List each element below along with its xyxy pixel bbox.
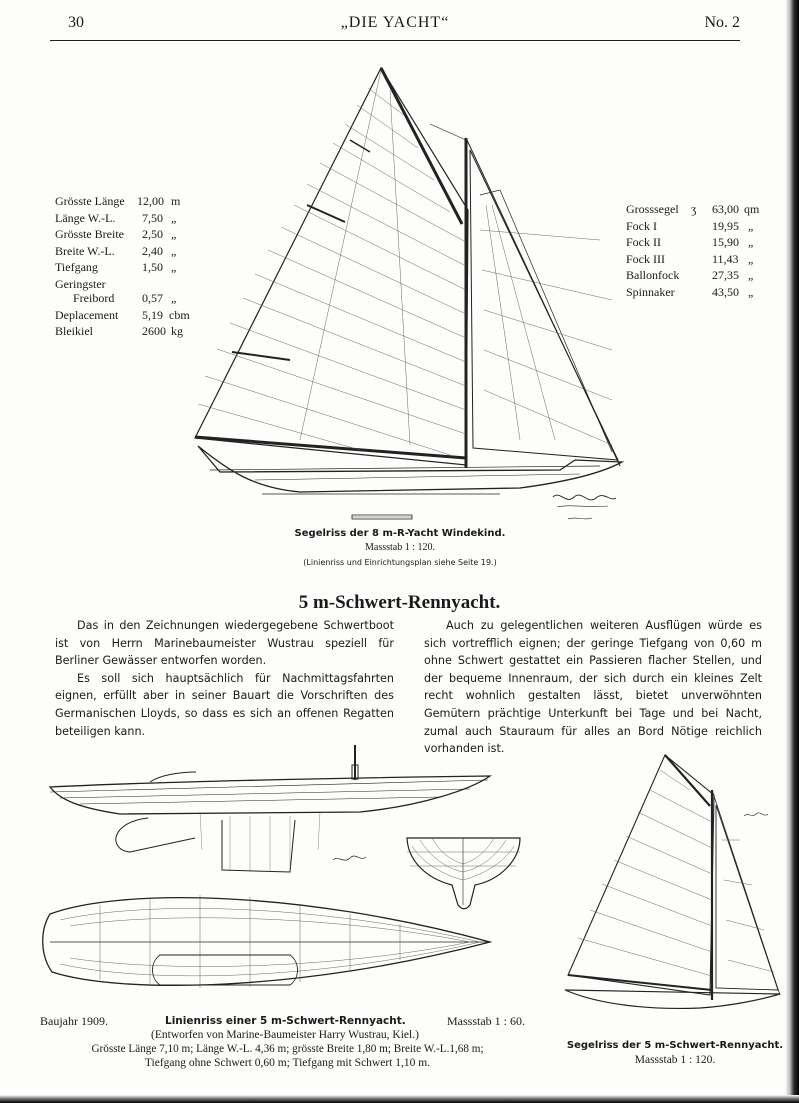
figure1-scale: Massstab 1 : 120.	[365, 542, 435, 553]
figure2-scale: Massstab 1 : 60.	[447, 1014, 525, 1028]
scan-edge-bottom	[0, 1095, 799, 1103]
spec-row: Breite W.-L. 2,40 „	[55, 243, 177, 258]
figure2-dimensions-1: Grösste Länge 7,10 m; Länge W.-L. 4,36 m; grösste Breite 1,80 m; Breite W.-L.1,68 m;	[91, 1043, 484, 1055]
sail-plan-5m-drawing	[565, 755, 780, 1008]
spec-row: Fock I 19,95 „	[626, 218, 754, 233]
figure1-note: (Linienriss und Einrichtungsplan siehe Seite 19.)	[303, 558, 497, 567]
spec-row: Bleikiel 2600 kg	[55, 324, 183, 338]
figure3-scale: Massstab 1 : 120.	[634, 1054, 716, 1066]
spec-row: Tiefgang 1,50 „	[55, 260, 177, 274]
spec-row: Länge W.-L. 7,50 „	[55, 210, 177, 225]
paragraph: Das in den Zeichnungen wiedergegebene Schwertboot ist von Herrn Marinebaumeister Wustrau speziell für Berliner Gewässer entworfen worden.	[55, 619, 394, 668]
spec-row: Grösste Länge 12,00 m	[55, 194, 181, 208]
figure2-year: Baujahr 1909.	[40, 1014, 108, 1028]
article-column-right	[424, 617, 762, 758]
spec-row: Deplacement 5,19 cbm	[55, 307, 190, 322]
page-number: 30	[68, 14, 84, 31]
article-column-left	[55, 617, 394, 740]
spec-row: Ballonfock 27,35 „	[626, 268, 754, 282]
spec-row: Spinnaker 43,50 „	[626, 284, 754, 299]
paragraph: Auch zu gelegentlichen weiteren Ausflügen würde es sich vortrefflich eignen; der geringe Tiefgang von 0,60 m ohne Schwert gestattet ein Passieren flacher Stellen, und der bequeme Innenraum, der sich durch ein kleines Zelt recht wohnlich gestalten lässt, bietet unverwöhnten Gemütern prächtige Unterkunft bei Tage und bei Nacht, zumal auch Stauraum für alles an Bord Nötige reichlich vorhanden ist.	[424, 619, 762, 756]
sail-plan-8m-drawing	[195, 68, 622, 519]
spec-row: Fock II 15,90 „	[626, 235, 754, 249]
spec-row: Fock III 11,43 „	[626, 251, 754, 266]
figure2-caption: Linienriss einer 5 m-Schwert-Rennyacht.	[165, 1015, 406, 1027]
figure3-caption: Segelriss der 5 m-Schwert-Rennyacht.	[566, 1040, 784, 1051]
spec-row: Grosssegel ʒ 63,00 qm	[626, 202, 760, 216]
paragraph: Es soll sich hauptsächlich für Nachmittagsfahrten eignen, erfüllt aber in seiner Bauart die Vorschriften des Germanischen Lloyds, so dass es sich an offenen Regatten beteiligen kann.	[55, 671, 394, 738]
issue-number: No. 2	[704, 14, 740, 31]
spec-row: Grösste Breite 2,50 „	[55, 227, 177, 241]
spec-row: Geringster Freibord 0,57 „	[55, 276, 177, 305]
scan-edge-right	[785, 0, 799, 1103]
figure2-dimensions-2: Tiefgang ohne Schwert 0,60 m; Tiefgang mit Schwert 1,10 m.	[144, 1057, 431, 1069]
article-title: 5 m-Schwert-Rennyacht.	[298, 592, 501, 613]
journal-title: „DIE YACHT“	[340, 14, 450, 31]
lines-plan-5m-drawing	[43, 745, 520, 988]
figure2-designer: (Entworfen von Marine-Baumeister Harry Wustrau, Kiel.)	[151, 1029, 419, 1041]
figure1-caption: Segelriss der 8 m-R-Yacht Windekind.	[294, 528, 506, 539]
